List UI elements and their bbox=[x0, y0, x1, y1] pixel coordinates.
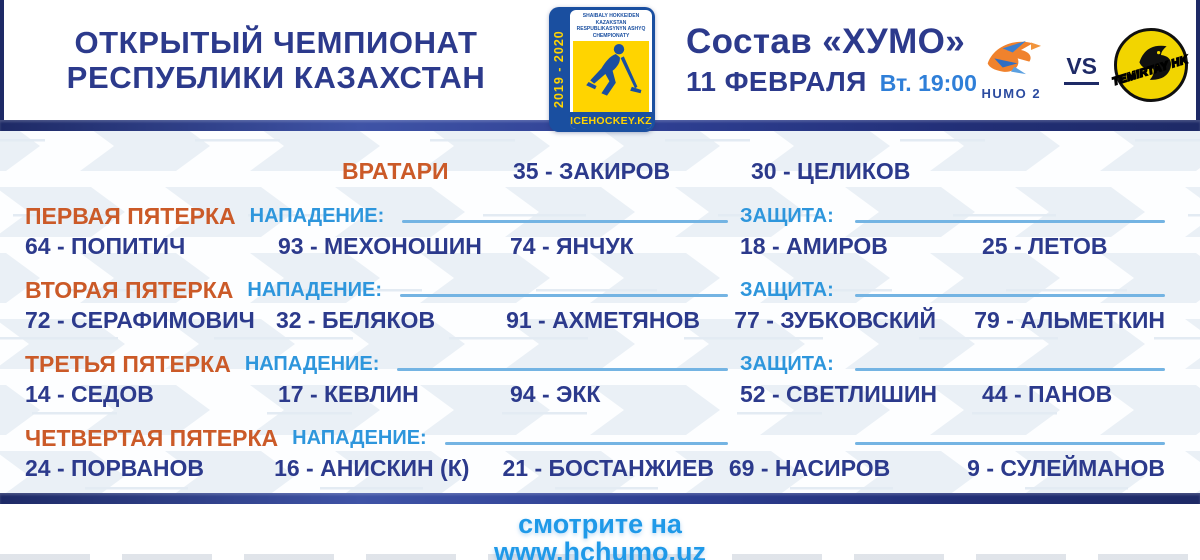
line-1-forwards-header bbox=[25, 203, 740, 230]
roster-content bbox=[0, 131, 1200, 481]
player: 32 - БЕЛЯКОВ bbox=[275, 306, 436, 333]
league-badge bbox=[549, 7, 655, 132]
divider-line bbox=[397, 368, 728, 371]
line-2-players bbox=[25, 307, 1165, 333]
roster-body bbox=[0, 131, 1200, 493]
goalie-player: 35 - ЗАКИРОВ bbox=[513, 157, 671, 184]
match-date: 11 ФЕВРАЛЯ bbox=[686, 66, 867, 97]
line-3-players bbox=[25, 381, 1165, 407]
player: 72 - СЕРАФИМОВИЧ bbox=[25, 306, 255, 333]
player: 64 - ПОПИТИЧ bbox=[25, 232, 186, 259]
line-2-defense-header bbox=[740, 279, 1165, 302]
line-4-forwards-header bbox=[25, 425, 740, 452]
line-block-4 bbox=[25, 426, 1165, 481]
roster-title: Состав «ХУМО» bbox=[686, 22, 966, 61]
roster-info bbox=[686, 22, 977, 98]
player: 24 - ПОРВАНОВ bbox=[25, 454, 204, 481]
hockey-player-icon bbox=[579, 41, 643, 112]
temirtau-team-label: TEMIRTAY HK bbox=[1110, 53, 1190, 89]
line-1-players bbox=[25, 233, 1165, 259]
defense-label: ЗАЩИТА: bbox=[740, 278, 834, 301]
line-4-defense-header bbox=[740, 432, 1165, 445]
line-name: ВТОРАЯ ПЯТЕРКА bbox=[25, 276, 234, 303]
line-1-header bbox=[25, 204, 1165, 228]
defense-label: ЗАЩИТА: bbox=[740, 352, 834, 375]
championship-title-line2: РЕСПУБЛИКИ КАЗАХСТАН bbox=[66, 60, 486, 96]
divider-line bbox=[402, 220, 728, 223]
line-block-3 bbox=[25, 352, 1165, 407]
badge-body bbox=[570, 10, 652, 129]
goalie-player: 30 - ЦЕЛИКОВ bbox=[751, 157, 911, 184]
player: 18 - АМИРОВ bbox=[740, 232, 888, 259]
humo-team-logo bbox=[973, 30, 1049, 101]
watch-on-label: смотрите на bbox=[518, 509, 682, 539]
header bbox=[0, 0, 1200, 127]
player: 69 - НАСИРОВ bbox=[728, 454, 891, 481]
line-4-players bbox=[25, 455, 1165, 481]
match-date-row bbox=[686, 66, 977, 98]
badge-site-label: ICEHOCKEY.KZ bbox=[570, 112, 652, 129]
divider-line bbox=[400, 294, 728, 297]
player: 14 - СЕДОВ bbox=[25, 380, 154, 407]
player: 21 - БОСТАНЖИЕВ bbox=[502, 454, 715, 481]
goalies-row bbox=[25, 157, 1165, 185]
player: 94 - ЭКК bbox=[510, 380, 601, 407]
player: 79 - АЛЬМЕТКИН bbox=[974, 306, 1166, 333]
line-block-2 bbox=[25, 278, 1165, 333]
player: 9 - СУЛЕЙМАНОВ bbox=[967, 454, 1165, 481]
player: 93 - МЕХОНОШИН bbox=[278, 232, 482, 259]
line-name: ТРЕТЬЯ ПЯТЕРКА bbox=[25, 350, 231, 377]
player: 77 - ЗУБКОВСКИЙ bbox=[734, 306, 936, 333]
divider-line bbox=[855, 368, 1165, 371]
line-1-defense-header bbox=[740, 205, 1165, 228]
website-link[interactable]: www.hchumo.uz bbox=[494, 536, 706, 560]
line-3-header bbox=[25, 352, 1165, 376]
divider-line bbox=[855, 294, 1165, 297]
line-name: ЧЕТВЕРТАЯ ПЯТЕРКА bbox=[25, 424, 279, 451]
defense-label: ЗАЩИТА: bbox=[740, 204, 834, 227]
player: 16 - АНИСКИН (К) bbox=[274, 454, 470, 481]
divider-line bbox=[855, 220, 1165, 223]
player: 17 - КЕВЛИН bbox=[278, 380, 419, 407]
player: 52 - СВЕТЛИШИН bbox=[740, 380, 937, 407]
line-2-forwards-header bbox=[25, 277, 740, 304]
badge-emblem bbox=[573, 41, 649, 112]
championship-title-line1: ОТКРЫТЫЙ ЧЕМПИОНАТ bbox=[74, 25, 478, 60]
player: 44 - ПАНОВ bbox=[982, 380, 1113, 407]
line-2-header bbox=[25, 278, 1165, 302]
goalies-label: ВРАТАРИ bbox=[342, 157, 449, 184]
player: 25 - ЛЕТОВ bbox=[982, 232, 1108, 259]
player: 91 - АХМЕТЯНОВ bbox=[506, 306, 700, 333]
line-3-defense-header bbox=[740, 353, 1165, 376]
line-name: ПЕРВАЯ ПЯТЕРКА bbox=[25, 202, 236, 229]
badge-season-label: 2019 - 2020 bbox=[552, 30, 566, 109]
humo-team-label: HUMO 2 bbox=[981, 85, 1042, 101]
forwards-label: НАПАДЕНИЕ: bbox=[247, 278, 382, 301]
line-3-forwards-header bbox=[25, 351, 740, 378]
line-block-1 bbox=[25, 204, 1165, 259]
match-time: Вт. 19:00 bbox=[879, 70, 977, 96]
divider-line bbox=[445, 442, 728, 445]
footer-divider-bar bbox=[0, 493, 1200, 504]
forwards-label: НАПАДЕНИЕ: bbox=[292, 426, 427, 449]
player: 74 - ЯНЧУК bbox=[510, 232, 634, 259]
humo-bird-icon bbox=[976, 67, 1046, 84]
footer bbox=[0, 504, 1200, 560]
right-edge-stripe bbox=[1196, 0, 1200, 120]
championship-title bbox=[30, 25, 522, 95]
forwards-label: НАПАДЕНИЕ: bbox=[249, 204, 385, 227]
matchup-logos bbox=[973, 28, 1188, 102]
divider-line bbox=[855, 442, 1165, 445]
vs-label: VS bbox=[1064, 53, 1099, 85]
left-edge-stripe bbox=[0, 0, 4, 120]
line-4-header bbox=[25, 426, 1165, 450]
temirtau-team-logo bbox=[1110, 28, 1190, 102]
badge-federation-text: SHAIBALY HOKKEIDEN KAZAKSTAN RESPUBLIKASYNYN ASHYQ CHEMPIONATY bbox=[576, 13, 646, 39]
forwards-label: НАПАДЕНИЕ: bbox=[244, 352, 380, 375]
